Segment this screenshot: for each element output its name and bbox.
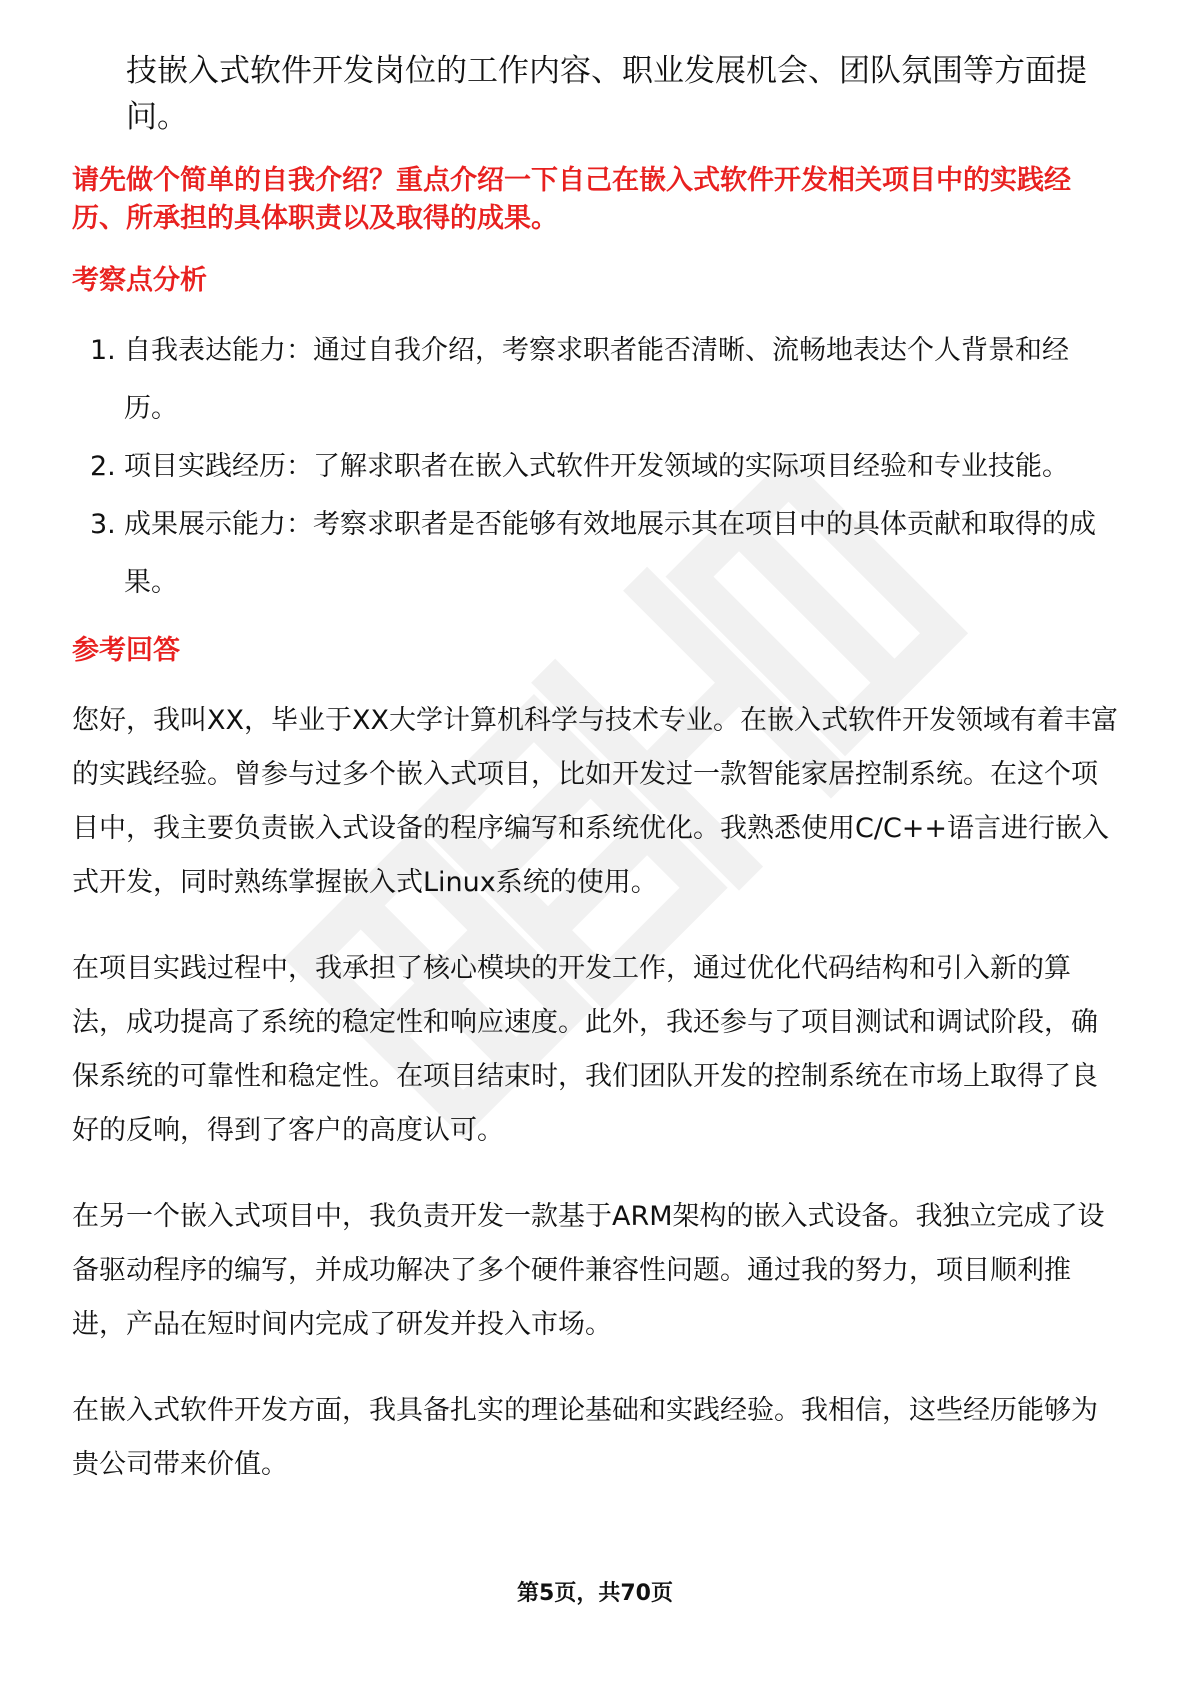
analysis-item-text: 自我表达能力：通过自我介绍，考察求职者能否清晰、流畅地表达个人背景和经历。: [124, 335, 1069, 424]
answer-paragraph: 在嵌入式软件开发方面，我具备扎实的理论基础和实践经验。我相信，这些经历能够为贵公司带来价值。: [72, 1395, 1098, 1480]
analysis-item-number: 2.: [90, 451, 116, 482]
answer-body: [72, 694, 1122, 1492]
answer-paragraph: 您好，我叫XX，毕业于XX大学计算机科学与技术专业。在嵌入式软件开发领域有着丰富的实践经验。曾参与过多个嵌入式项目，比如开发过一款智能家居控制系统。在这个项目中，我主要负责嵌入式设备的程序编写和系统优化。我熟悉使用C/C++语言进行嵌入式开发，同时熟练掌握嵌入式Linux系统的使用。: [72, 705, 1118, 898]
content-area: [72, 48, 1122, 1524]
answer-heading: 参考回答: [72, 635, 180, 666]
analysis-item-text: 成果展示能力：考察求职者是否能够有效地展示其在项目中的具体贡献和取得的成果。: [124, 509, 1096, 598]
page-footer: 第5页，共70页: [517, 1581, 673, 1606]
analysis-item-text: 项目实践经历：了解求职者在嵌入式软件开发领域的实际项目经验和专业技能。: [124, 451, 1069, 482]
interview-question: 请先做个简单的自我介绍？重点介绍一下自己在嵌入式软件开发相关项目中的实践经历、所承担的具体职责以及取得的成果。: [72, 165, 1071, 234]
analysis-item: [72, 322, 1122, 438]
answer-paragraph: 在另一个嵌入式项目中，我负责开发一款基于ARM架构的嵌入式设备。我独立完成了设备驱动程序的编写，并成功解决了多个硬件兼容性问题。通过我的努力，项目顺利推进，产品在短时间内完成了研发并投入市场。: [72, 1201, 1105, 1340]
answer-paragraph: 在项目实践过程中，我承担了核心模块的开发工作，通过优化代码结构和引入新的算法，成功提高了系统的稳定性和响应速度。此外，我还参与了项目测试和调试阶段，确保系统的可靠性和稳定性。在项目结束时，我们团队开发的控制系统在市场上取得了良好的反响，得到了客户的高度认可。: [72, 953, 1098, 1146]
analysis-item-number: 3.: [90, 509, 116, 540]
analysis-item: [72, 496, 1122, 612]
analysis-list: [72, 322, 1122, 612]
analysis-item-number: 1.: [90, 335, 116, 366]
intro-text: 技嵌入式软件开发岗位的工作内容、职业发展机会、团队氛围等方面提问。: [126, 53, 1087, 135]
analysis-item: [72, 438, 1122, 496]
analysis-heading: 考察点分析: [72, 265, 207, 296]
